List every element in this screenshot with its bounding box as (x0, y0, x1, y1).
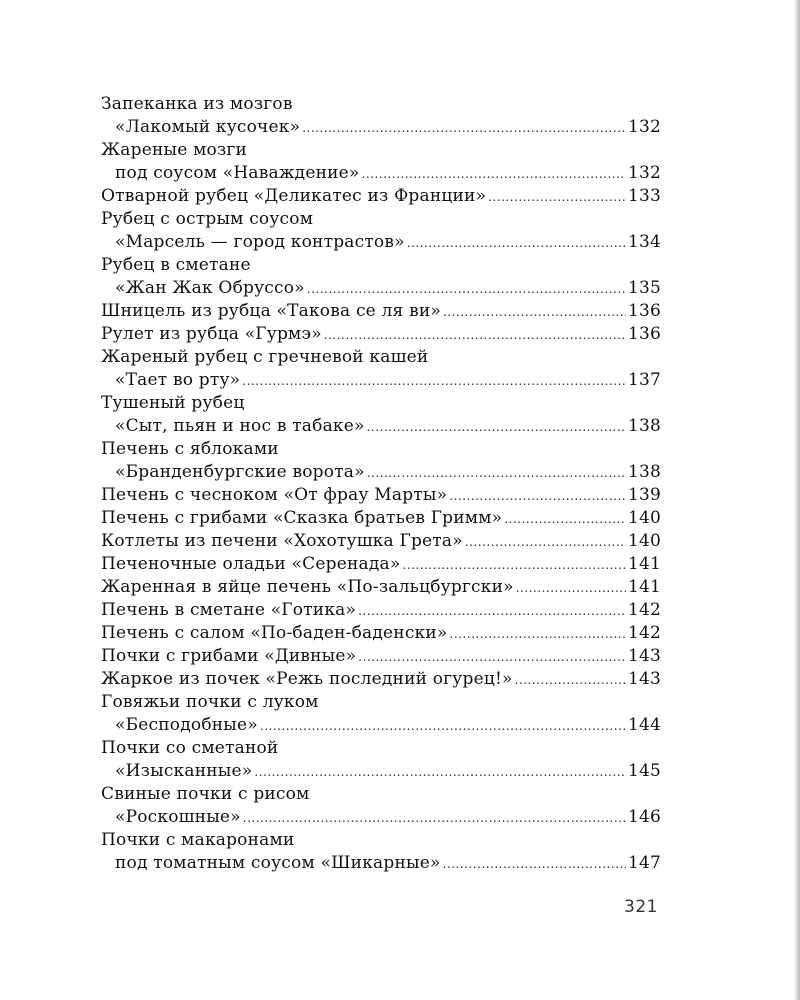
toc-line (101, 668, 661, 691)
dot-leader (515, 669, 626, 692)
toc-line (101, 714, 661, 737)
toc-entry-title: «Роскошные» (115, 807, 241, 827)
toc-entry-title: Рубец с острым соусом (101, 209, 314, 229)
dot-leader (443, 853, 626, 876)
dot-leader (324, 324, 626, 347)
toc-entry-title: Жареный рубец с гречневой кашей (101, 347, 429, 367)
toc-entry-title: «Жан Жак Обруссо» (115, 278, 305, 298)
toc-page-number: 132 (627, 163, 661, 183)
toc-entry-title: «Изысканные» (115, 761, 253, 781)
toc-entry-title: под соусом «Наваждение» (115, 163, 360, 183)
dot-leader (449, 485, 626, 508)
toc-line (101, 300, 661, 323)
dot-leader (242, 370, 626, 393)
dot-leader (465, 531, 626, 554)
toc-page-number: 133 (627, 186, 661, 206)
toc-entry-title: Тушеный рубец (101, 393, 245, 413)
toc-page-number: 139 (627, 485, 661, 505)
toc-entry-title: «Марсель — город контрастов» (115, 232, 405, 252)
toc-entry-title: Рубец в сметане (101, 255, 251, 275)
toc-line (101, 622, 661, 645)
toc-page-number: 132 (627, 117, 661, 137)
dot-leader (307, 278, 626, 301)
dot-leader (516, 577, 626, 600)
toc-entry-title: «Бесподобные» (115, 715, 258, 735)
toc-line (101, 93, 661, 116)
dot-leader (450, 623, 626, 646)
page-edge-shadow (794, 0, 800, 1000)
dot-leader (504, 508, 626, 531)
toc-page-number: 145 (627, 761, 661, 781)
dot-leader (243, 807, 626, 830)
toc-line (101, 346, 661, 369)
toc-entry-title: Жареные мозги (101, 140, 248, 160)
toc-line (101, 576, 661, 599)
toc-entry-title: Шницель из рубца «Такова се ля ви» (101, 301, 441, 321)
toc-entry-title: Печень с яблоками (101, 439, 279, 459)
toc-line (101, 277, 661, 300)
toc-line (101, 461, 661, 484)
dot-leader (302, 117, 626, 140)
toc-page-number: 136 (627, 324, 661, 344)
toc-entry-title: Котлеты из печени «Хохотушка Грета» (101, 531, 463, 551)
toc-page-number: 137 (627, 370, 661, 390)
toc-line (101, 737, 661, 760)
toc-page-number: 142 (627, 623, 661, 643)
toc-line (101, 484, 661, 507)
toc-page-number: 141 (627, 554, 661, 574)
toc-line (101, 507, 661, 530)
toc-entry-title: «Сыт, пьян и нос в табаке» (115, 416, 365, 436)
toc-page-number: 135 (627, 278, 661, 298)
toc-page-number: 138 (627, 416, 661, 436)
toc-entry-title: Жаркое из почек «Режь последний огурец!» (101, 669, 513, 689)
toc-entry-title: «Бранденбургские ворота» (115, 462, 365, 482)
toc-page-number: 136 (627, 301, 661, 321)
toc-line (101, 760, 661, 783)
dot-leader (402, 554, 626, 577)
toc-entry-title: Свиные почки с рисом (101, 784, 310, 804)
dot-leader (362, 163, 626, 186)
toc-entry-title: Говяжьи почки с луком (101, 692, 319, 712)
toc-page-number: 134 (627, 232, 661, 252)
toc-line (101, 530, 661, 553)
toc-line (101, 323, 661, 346)
toc-entry-title: Почки со сметаной (101, 738, 279, 758)
dot-leader (407, 232, 626, 255)
dot-leader (358, 600, 626, 623)
table-of-contents (101, 93, 661, 875)
dot-leader (367, 416, 626, 439)
toc-line (101, 829, 661, 852)
toc-line (101, 852, 661, 875)
toc-line (101, 691, 661, 714)
toc-line (101, 645, 661, 668)
toc-page-number: 144 (627, 715, 661, 735)
toc-entry-title: Рулет из рубца «Гурмэ» (101, 324, 322, 344)
toc-entry-title: «Лакомый кусочек» (115, 117, 301, 137)
toc-line (101, 553, 661, 576)
toc-entry-title: Запеканка из мозгов (101, 94, 293, 114)
toc-page-number: 138 (627, 462, 661, 482)
toc-page-number: 143 (627, 646, 661, 666)
dot-leader (260, 715, 626, 738)
toc-line (101, 599, 661, 622)
toc-line (101, 162, 661, 185)
toc-line (101, 783, 661, 806)
toc-entry-title: «Тает во рту» (115, 370, 241, 390)
toc-line (101, 116, 661, 139)
toc-line (101, 139, 661, 162)
toc-entry-title: Печень с грибами «Сказка братьев Гримм» (101, 508, 503, 528)
dot-leader (488, 186, 626, 209)
dot-leader (358, 646, 626, 669)
toc-page-number: 143 (627, 669, 661, 689)
toc-line (101, 231, 661, 254)
page-number: 321 (624, 897, 658, 917)
toc-entry-title: Почки с грибами «Дивные» (101, 646, 357, 666)
toc-page-number: 140 (627, 508, 661, 528)
toc-line (101, 208, 661, 231)
toc-line (101, 438, 661, 461)
toc-page-number: 146 (627, 807, 661, 827)
toc-entry-title: Печень в сметане «Готика» (101, 600, 357, 620)
toc-line (101, 415, 661, 438)
toc-entry-title: Печень с чесноком «От фрау Марты» (101, 485, 448, 505)
toc-line (101, 254, 661, 277)
toc-line (101, 185, 661, 208)
toc-page-number: 141 (627, 577, 661, 597)
dot-leader (254, 761, 626, 784)
toc-entry-title: под томатным соусом «Шикарные» (115, 853, 441, 873)
toc-page-number: 140 (627, 531, 661, 551)
dot-leader (367, 462, 626, 485)
toc-entry-title: Печень с салом «По-баден-баденски» (101, 623, 448, 643)
toc-page-number: 147 (627, 853, 661, 873)
toc-page-number: 142 (627, 600, 661, 620)
toc-line (101, 806, 661, 829)
dot-leader (443, 301, 626, 324)
toc-line (101, 392, 661, 415)
toc-entry-title: Жаренная в яйце печень «По-зальцбургски» (101, 577, 514, 597)
toc-line (101, 369, 661, 392)
toc-entry-title: Отварной рубец «Деликатес из Франции» (101, 186, 487, 206)
toc-entry-title: Почки с макаронами (101, 830, 295, 850)
toc-entry-title: Печеночные оладьи «Серенада» (101, 554, 401, 574)
